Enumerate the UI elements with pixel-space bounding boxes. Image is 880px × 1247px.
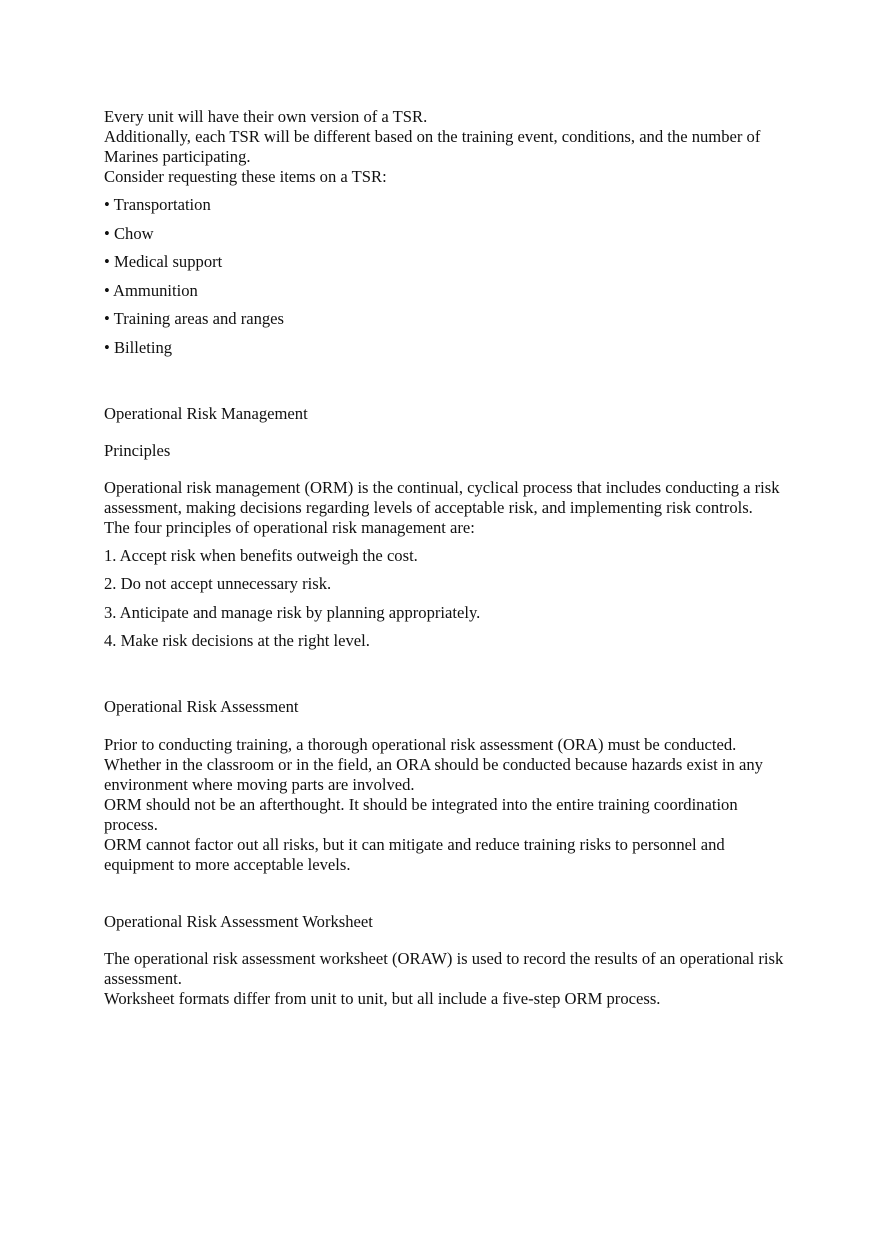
list-item: 4. Make risk decisions at the right level. xyxy=(104,631,370,650)
list-item: • Training areas and ranges xyxy=(104,309,285,328)
oraw-paragraph: The operational risk assessment worksheet (ORAW) is used to record the results of an operational risk assessment. xyxy=(104,949,784,988)
tsr-paragraph: Every unit will have their own version of a TSR. xyxy=(104,107,428,126)
oraw-section xyxy=(104,912,794,1009)
orm-section xyxy=(104,404,794,652)
ora-paragraph: ORM cannot factor out all risks, but it can mitigate and reduce training risks to personnel and equipment to more acceptable levels. xyxy=(104,835,725,874)
section-heading: Operational Risk Management xyxy=(104,403,308,423)
orm-paragraph: Operational risk management (ORM) is the continual, cyclical process that includes conducting a risk assessment, making decisions regarding levels of acceptable risk, and implementing risk controls. xyxy=(104,477,780,517)
list-item: 1. Accept risk when benefits outweigh the cost. xyxy=(104,545,418,565)
tsr-item-list xyxy=(104,195,794,358)
list-item: • Transportation xyxy=(104,195,211,214)
tsr-section xyxy=(104,107,794,358)
orm-principles-list xyxy=(104,546,794,652)
section-subheading: Principles xyxy=(104,440,171,460)
orm-paragraph: The four principles of operational risk management are: xyxy=(104,517,475,537)
section-heading: Operational Risk Assessment Worksheet xyxy=(104,912,373,931)
ora-section xyxy=(104,697,794,875)
list-item: • Billeting xyxy=(104,337,173,357)
ora-paragraph: ORM should not be an afterthought. It should be integrated into the entire training coordination process. xyxy=(104,795,738,834)
list-item: • Chow xyxy=(104,223,154,243)
ora-paragraph: Prior to conducting training, a thorough operational risk assessment (ORA) must be conducted. Whether in the classroom or in the field, an ORA should be conducted because hazards exist in any environment where moving parts are involved. xyxy=(104,735,763,794)
document-page xyxy=(104,107,794,1009)
tsr-paragraph: Consider requesting these items on a TSR: xyxy=(104,167,387,186)
oraw-paragraph: Worksheet formats differ from unit to unit, but all include a five-step ORM process. xyxy=(104,989,661,1008)
list-item: • Medical support xyxy=(104,252,223,271)
list-item: 2. Do not accept unnecessary risk. xyxy=(104,574,332,593)
list-item: 3. Anticipate and manage risk by planning appropriately. xyxy=(104,602,481,622)
section-heading: Operational Risk Assessment xyxy=(104,697,299,716)
list-item: • Ammunition xyxy=(104,280,198,300)
tsr-paragraph: Additionally, each TSR will be different based on the training event, conditions, and the number of Marines participating. xyxy=(104,127,761,166)
